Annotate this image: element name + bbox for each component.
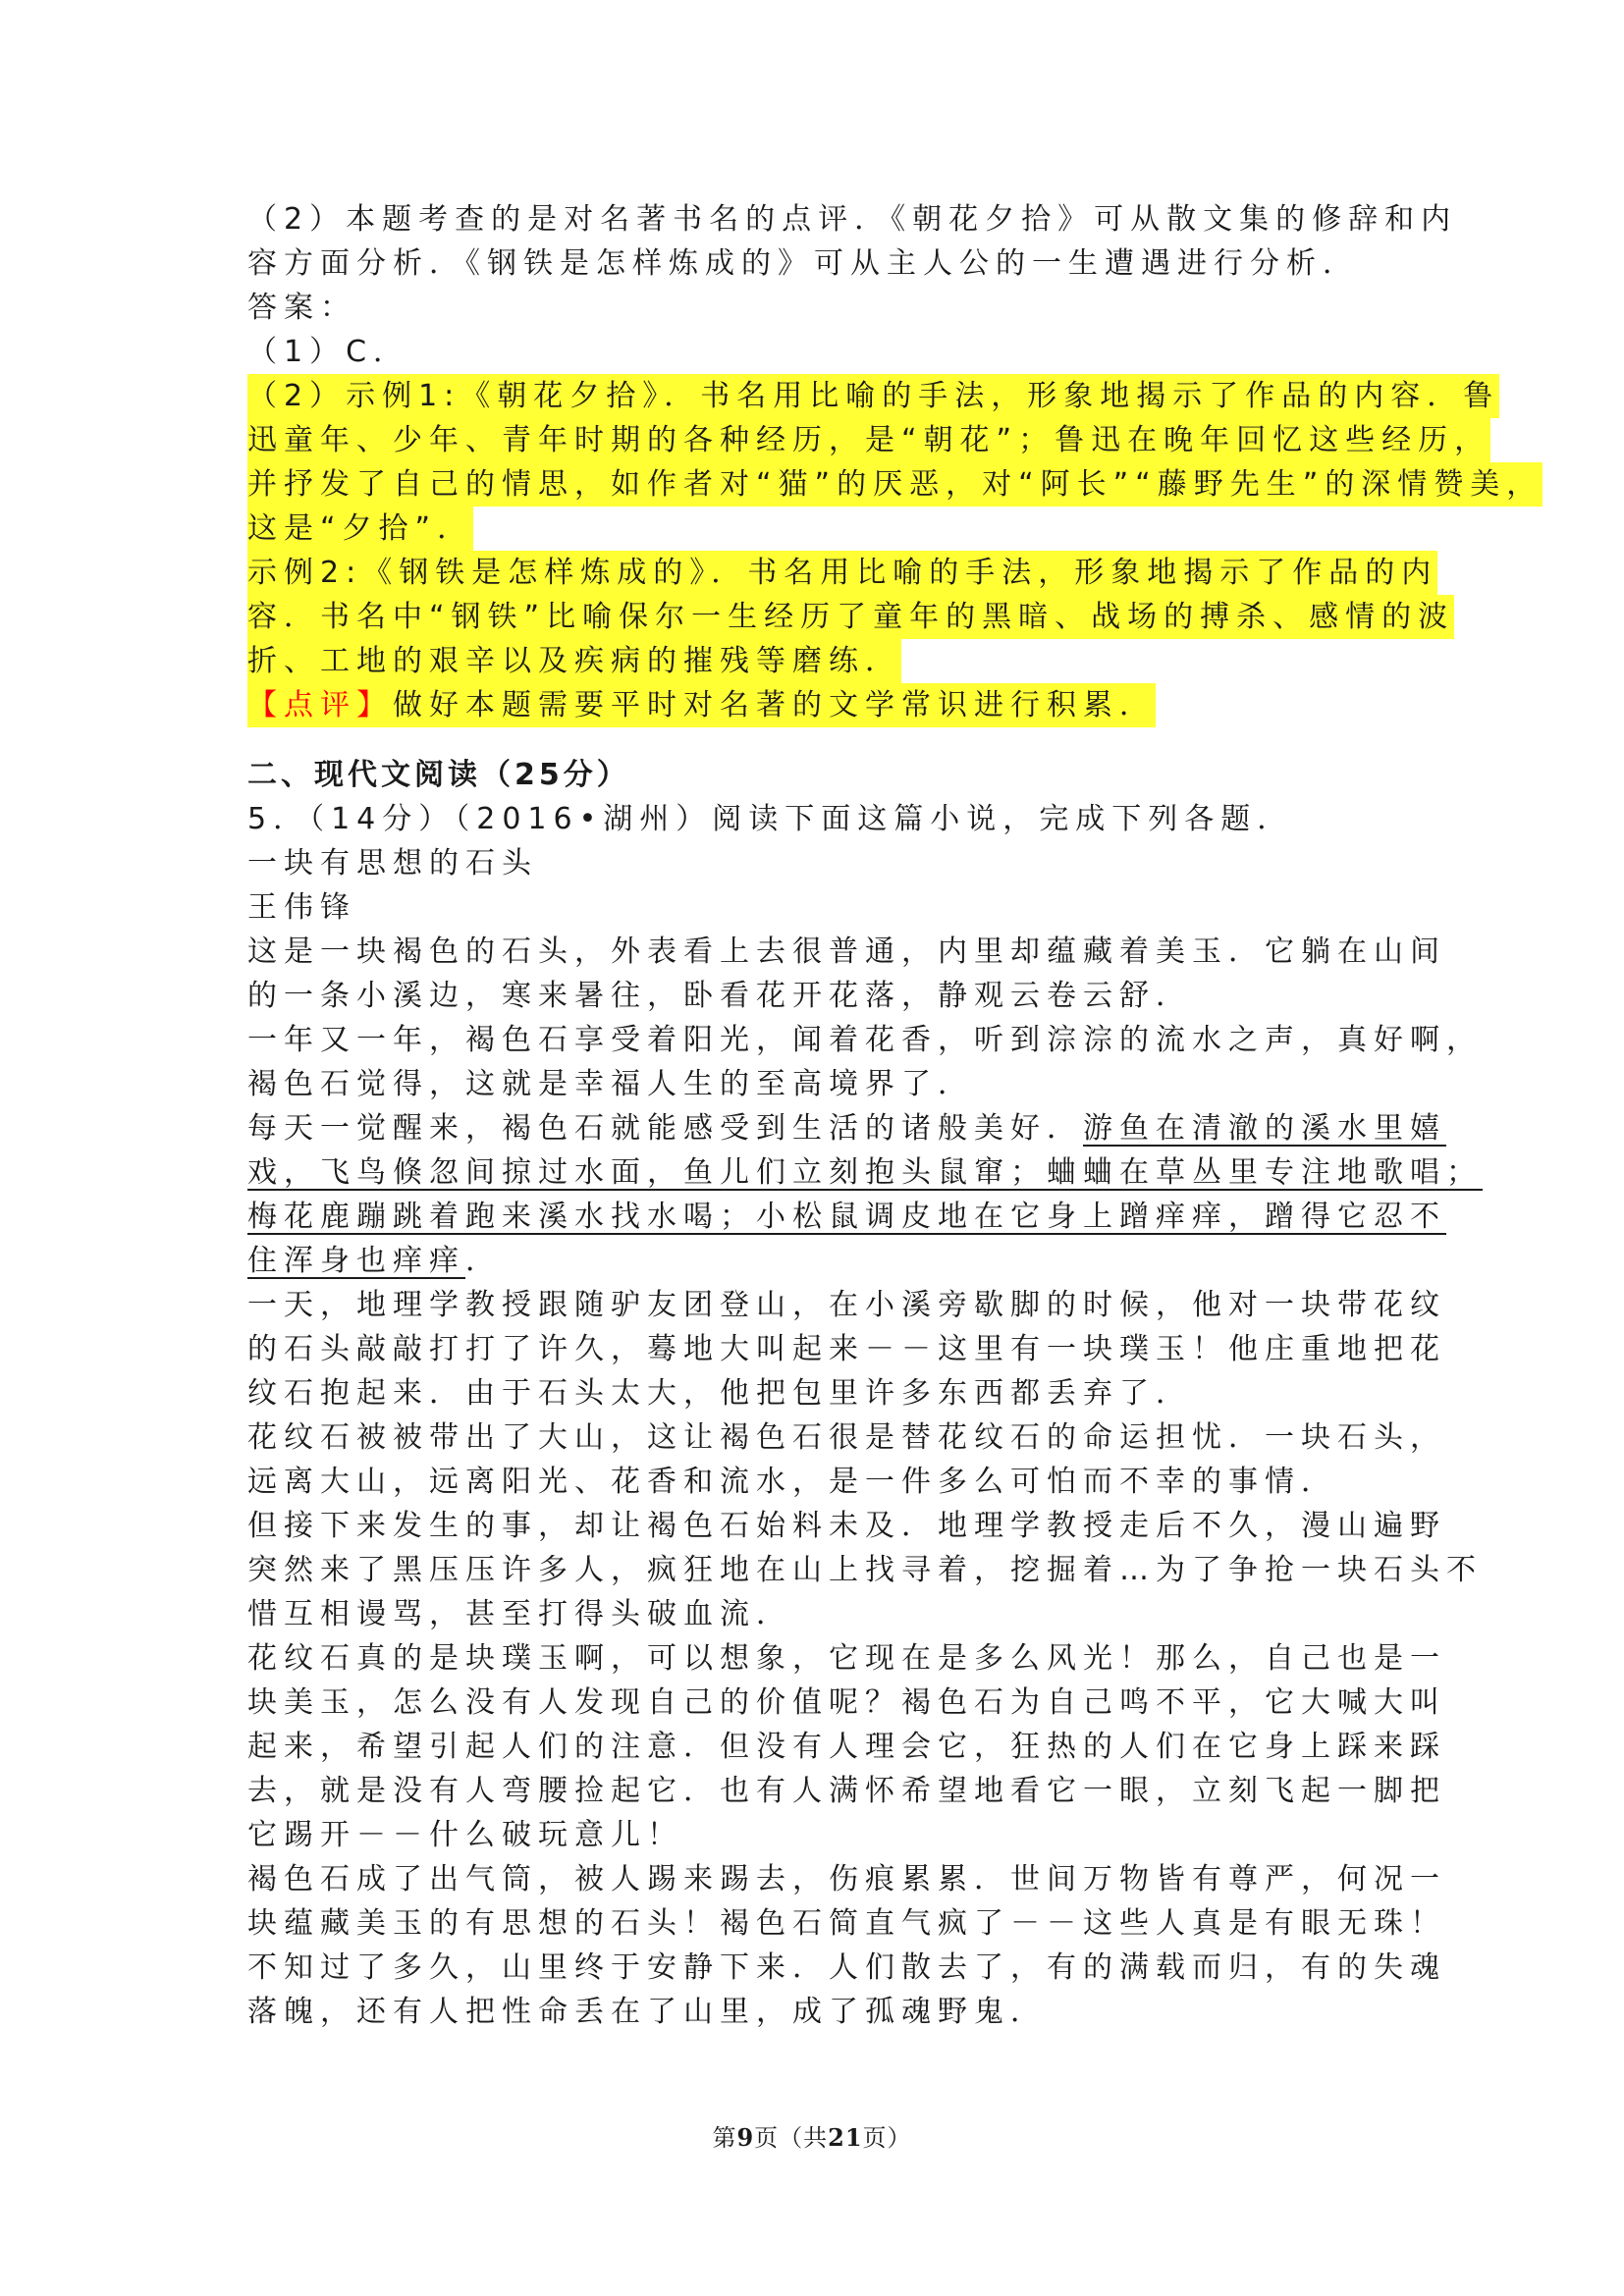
footer-prefix: 第 [712,2124,737,2152]
story-line: 块蕴藏美玉的有思想的石头！褐色石简直气疯了－－这些人真是有眼无珠！ [247,1906,1446,1941]
comment-tag: 【点评】 [247,688,393,722]
story-line: 这是一块褐色的石头，外表看上去很普通，内里却蕴藏着美玉．它躺在山间 [247,934,1446,969]
story-line: 惜互相谩骂，甚至打得头破血流． [247,1597,792,1631]
story-line: 远离大山，远离阳光、花香和流水，是一件多么可怕而不幸的事情． [247,1465,1337,1499]
highlighted-text: 这是“夕拾”． [247,507,473,551]
footer-suffix: 页） [862,2124,912,2152]
story-line [247,1150,1483,1195]
story-line: 块美玉，怎么没有人发现自己的价值呢？褐色石为自己鸣不平，它大喊大叫 [247,1685,1446,1720]
story-line [247,1195,1446,1239]
text-line: （2）本题考查的是对名著书名的点评．《朝花夕拾》可从散文集的修辞和内 [247,202,1458,237]
underlined-text: 戏，飞鸟倏忽间掠过水面，鱼儿们立刻抱头鼠窜；蛐蛐在草丛里专注地歌唱； [247,1155,1483,1190]
highlighted-text: 示例2:《钢铁是怎样炼成的》．书名用比喻的手法，形象地揭示了作品的内 [247,551,1437,595]
story-line: 的石头敲敲打打了许久，蓦地大叫起来－－这里有一块璞玉！他庄重地把花 [247,1332,1446,1366]
story-line [247,1239,1386,1283]
text-line: 答案： [247,291,356,325]
story-author: 王伟锋 [247,890,356,925]
story-line: 褐色石觉得，这就是幸福人生的至高境界了． [247,1067,974,1101]
story-line: 起来，希望引起人们的注意．但没有人理会它，狂热的人们在它身上踩来踩 [247,1730,1446,1764]
story-title: 一块有思想的石头 [247,846,538,881]
story-line: 纹石抱起来．由于石头太大，他把包里许多东西都丢弃了． [247,1376,1192,1411]
underlined-text: 游鱼在清澈的溪水里嬉 [1083,1111,1446,1146]
story-line: 但接下来发生的事，却让褐色石始料未及．地理学教授走后不久，漫山遍野 [247,1509,1446,1543]
highlighted-line [247,639,1386,683]
comment-line [247,683,1386,727]
highlighted-line [247,595,1455,639]
story-line: 一天，地理学教授跟随驴友团登山，在小溪旁歇脚的时候，他对一块带花纹 [247,1288,1446,1322]
story-line: 花纹石真的是块璞玉啊，可以想象，它现在是多么风光！那么，自己也是一 [247,1641,1446,1676]
highlighted-line [247,462,1543,507]
story-line: 去，就是没有人弯腰捡起它．也有人满怀希望地看它一眼，立刻飞起一脚把 [247,1774,1446,1808]
page-footer [0,2118,1624,2153]
highlighted-line [247,374,1500,418]
story-line: 一年又一年，褐色石享受着阳光，闻着花香，听到淙淙的流水之声，真好啊， [247,1023,1483,1057]
story-line: 不知过了多久，山里终于安静下来．人们散去了，有的满载而归，有的失魂 [247,1950,1446,1985]
story-text: 每天一觉醒来，褐色石就能感受到生活的诸般美好． [247,1111,1083,1146]
comment-highlight [247,683,1156,727]
spacer [247,727,1386,753]
story-line: 突然来了黑压压许多人，疯狂地在山上找寻着，挖掘着…为了争抢一块石头不 [247,1553,1483,1587]
story-text: ． [465,1244,502,1278]
story-line: 褐色石成了出气筒，被人踢来踢去，伤痕累累．世间万物皆有尊严，何况一 [247,1862,1446,1896]
question-header: 5．（14分）（2016•湖州）阅读下面这篇小说，完成下列各题． [247,802,1294,836]
highlighted-text: （2）示例1:《朝花夕拾》．书名用比喻的手法，形象地揭示了作品的内容．鲁 [247,374,1499,418]
text-line: 容方面分析．《钢铁是怎样炼成的》可从主人公的一生遭遇进行分析． [247,246,1359,281]
story-line [247,1106,1446,1150]
underlined-text: 梅花鹿蹦跳着跑来溪水找水喝；小松鼠调皮地在它身上蹭痒痒，蹭得它忍不 [247,1200,1446,1234]
highlighted-text: 容．书名中“钢铁”比喻保尔一生经历了童年的黑暗、战场的搏杀、感情的波 [247,595,1454,639]
story-line: 它踢开－－什么破玩意儿！ [247,1818,683,1852]
footer-total-pages: 21 [828,2123,863,2152]
story-line: 花纹石被被带出了大山，这让褐色石很是替花纹石的命运担忧．一块石头， [247,1420,1446,1455]
highlighted-text: 迅童年、少年、青年时期的各种经历，是“朝花”；鲁迅在晚年回忆这些经历， [247,418,1490,462]
footer-middle: 页（共 [754,2124,829,2152]
comment-text: 做好本题需要平时对名著的文学常识进行积累． [393,688,1156,722]
page-content [247,197,1543,2034]
highlighted-line [247,418,1491,462]
text-line: （1）C． [247,335,410,369]
footer-page-number: 9 [736,2123,755,2152]
underlined-text: 住浑身也痒痒 [247,1244,465,1278]
highlighted-line [247,507,1386,551]
story-line: 落魄，还有人把性命丢在了山里，成了孤魂野鬼． [247,1995,1047,2029]
highlighted-line [247,551,1438,595]
section-title: 二、现代文阅读（25分） [247,758,630,792]
highlighted-text: 并抒发了自己的情思，如作者对“猫”的厌恶，对“阿长”“藤野先生”的深情赞美， [247,462,1543,507]
highlighted-text: 折、工地的艰辛以及疾病的摧残等磨练． [247,639,901,683]
story-line: 的一条小溪边，寒来暑往，卧看花开花落，静观云卷云舒． [247,979,1192,1013]
